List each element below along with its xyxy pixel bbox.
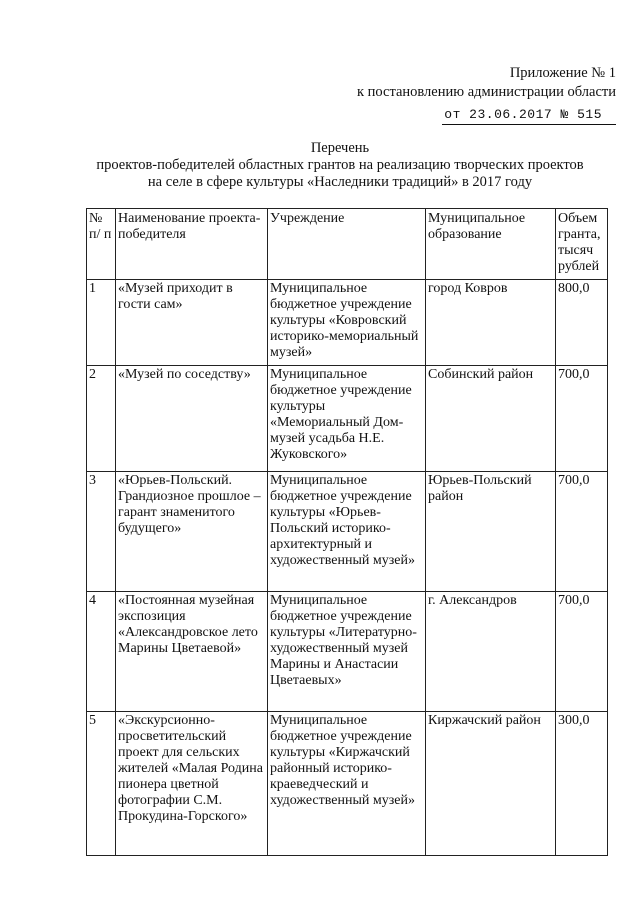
header-cell-grant: Объем гранта, тысяч рублей: [556, 209, 608, 280]
table-row: [87, 366, 608, 472]
municipality-name: г. Александров: [426, 592, 556, 712]
title-line-3: на селе в сфере культуры «Наследники традиций» в 2017 году: [147, 174, 533, 190]
institution-name: Муниципальное бюджетное учреждение культуры «Литературно-художественный музей Марины и Анастасии Цветаевых»: [268, 592, 426, 712]
grant-amount: 700,0: [556, 472, 608, 592]
title-line-1: Перечень: [310, 140, 370, 156]
table-row: [87, 280, 608, 366]
grant-amount: 800,0: [556, 280, 608, 366]
header-cell-number: № п/ п: [87, 209, 116, 280]
institution-name: Муниципальное бюджетное учреждение культуры «Киржачский районный историко-краеведческий и художественный музей»: [268, 712, 426, 856]
municipality-name: город Ковров: [426, 280, 556, 366]
grant-amount: 700,0: [556, 366, 608, 472]
municipality-name: Киржачский район: [426, 712, 556, 856]
document-title: [60, 140, 620, 191]
table-row: [87, 472, 608, 592]
resolution-label: к постановлению администрации области: [356, 84, 616, 100]
project-name: «Музей по соседству»: [116, 366, 268, 472]
project-name: «Экскурсионно-просветительский проект для сельских жителей «Малая Родина пионера цветной фотографии С.М. Прокудина-Горского»: [116, 712, 268, 856]
municipality-name: Юрьев-Польский район: [426, 472, 556, 592]
header-cell-municipality: Муниципальное образование: [426, 209, 556, 280]
project-name: «Музей приходит в гости сам»: [116, 280, 268, 366]
row-number: 3: [87, 472, 116, 592]
header-cell-project: Наименование проекта-победителя: [116, 209, 268, 280]
project-name: «Юрьев-Польский. Грандиозное прошлое – гарант знаменитого будущего»: [116, 472, 268, 592]
appendix-label: Приложение № 1: [509, 65, 616, 81]
row-number: 1: [87, 280, 116, 366]
table-row: [87, 592, 608, 712]
row-number: 4: [87, 592, 116, 712]
institution-name: Муниципальное бюджетное учреждение культуры «Ковровский историко-мемориальный музей»: [268, 280, 426, 366]
grant-amount: 700,0: [556, 592, 608, 712]
title-line-2: проектов-победителей областных грантов на реализацию творческих проектов: [96, 157, 584, 173]
header-cell-institution: Учреждение: [268, 209, 426, 280]
row-number: 2: [87, 366, 116, 472]
projects-table: [86, 208, 608, 856]
institution-name: Муниципальное бюджетное учреждение культуры «Юрьев-Польский историко-архитектурный и художественный музей»: [268, 472, 426, 592]
table-row: [87, 712, 608, 856]
table-header-row: [87, 209, 608, 280]
municipality-name: Собинский район: [426, 366, 556, 472]
institution-name: Муниципальное бюджетное учреждение культуры «Мемориальный Дом-музей усадьба Н.Е. Жуковского»: [268, 366, 426, 472]
grant-amount: 300,0: [556, 712, 608, 856]
header-block: [357, 64, 616, 125]
project-name: «Постоянная музейная экспозиция «Александровское лето Марины Цветаевой»: [116, 592, 268, 712]
row-number: 5: [87, 712, 116, 856]
resolution-dateline: от 23.06.2017 № 515: [442, 105, 616, 125]
